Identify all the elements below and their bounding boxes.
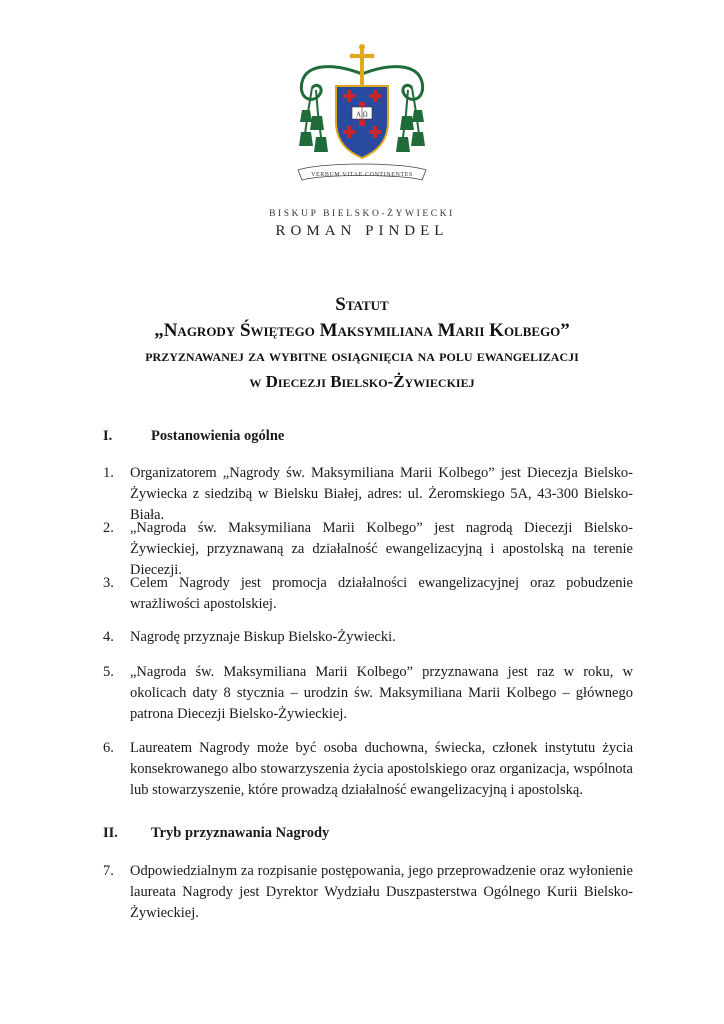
item-number: 1. [103, 465, 114, 481]
list-item [103, 738, 633, 801]
list-item [103, 518, 633, 581]
item-text: „Nagroda św. Maksymiliana Marii Kolbego” przyznawana jest raz w roku, w okolicach daty 8 stycznia – urodzin św. Maksymiliana Marii Kolbego – głównego patrona Diecezji Bielsko-Żywieckiej. [130, 664, 633, 722]
bishop-title: BISKUP BIELSKO-ŻYWIECKI [269, 209, 455, 219]
list-item [103, 861, 633, 924]
item-text: Nagrodę przyznaje Biskup Bielsko-Żywiecki. [130, 629, 396, 645]
item-text: Celem Nagrody jest promocja działalności ewangelizacyjnej oraz pobudzenie wrażliwości apostolskiej. [130, 575, 633, 612]
section-heading [103, 825, 329, 842]
item-number: 7. [103, 863, 114, 879]
section-title: Postanowienia ogólne [151, 428, 285, 444]
list-item [103, 573, 633, 615]
item-text: Odpowiedzialnym za rozpisanie postępowania, jego przeprowadzenie oraz wyłonienie laureata Nagrody jest Dyrektor Wydziału Duszpasterstwa Ogólnego Kurii Bielsko-Żywieckiej. [130, 863, 633, 921]
crest-letters: A Ω [356, 111, 368, 119]
item-text: „Nagroda św. Maksymiliana Marii Kolbego” jest nagrodą Diecezji Bielsko-Żywieckiej, przyznawaną za działalność ewangelizacyjną i apostolską na terenie Diecezji. [130, 520, 633, 578]
list-item [103, 662, 633, 725]
document-title: Statut [335, 294, 389, 315]
item-number: 4. [103, 629, 114, 645]
title-subline: przyznawanej za wybitne osiągnięcia na polu ewangelizacji [145, 346, 579, 365]
item-number: 5. [103, 664, 114, 680]
section-number: II. [103, 825, 118, 841]
bishop-name: ROMAN PINDEL [275, 223, 449, 239]
item-number: 2. [103, 520, 114, 536]
list-item [103, 463, 633, 526]
item-number: 6. [103, 740, 114, 756]
coat-of-arms-icon [292, 42, 432, 192]
title-diocese: w Diecezji Bielsko-Żywieckiej [249, 372, 475, 391]
award-name: „Nagrody Świętego Maksymiliana Marii Kolbego” [154, 320, 570, 341]
item-text: Laureatem Nagrody może być osoba duchowna, świecka, członek instytutu życia konsekrowanego albo stowarzyszenia życia apostolskiego oraz organizacja, wspólnota lub stowarzyszenie, które prowadzą działalność ewangelizacyjną i apostolską. [130, 740, 633, 798]
list-item [103, 627, 633, 648]
section-title: Tryb przyznawania Nagrody [151, 825, 330, 841]
item-number: 3. [103, 575, 114, 591]
item-text: Organizatorem „Nagrody św. Maksymiliana Marii Kolbego” jest Diecezja Bielsko-Żywiecka z siedzibą w Bielsku Białej, adres: ul. Żeromskiego 5A, 43-300 Bielsko-Biała. [130, 465, 633, 523]
section-number: I. [103, 428, 113, 444]
section-heading [103, 428, 284, 445]
crest-motto: VERBUM VITAE CONTINENTES [311, 172, 413, 178]
